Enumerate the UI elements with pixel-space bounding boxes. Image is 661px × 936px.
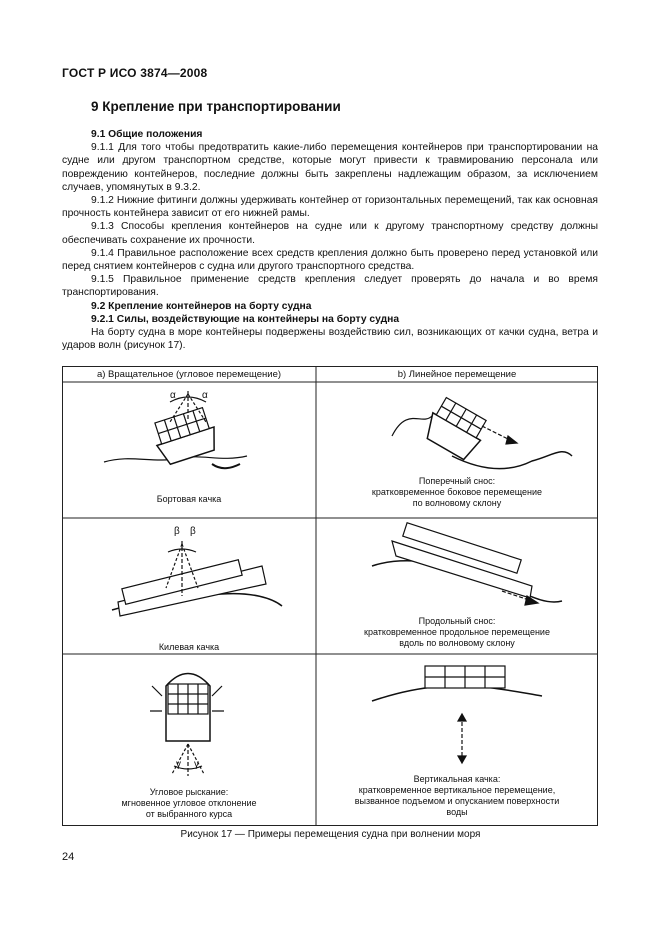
body-text xyxy=(62,128,598,352)
figure-caption: Рисунок 17 — Примеры перемещения судна при волнении моря xyxy=(180,829,481,840)
angle-alpha-left: α xyxy=(170,390,176,401)
label-roll: Бортовая качка xyxy=(156,494,222,504)
figure-drawing xyxy=(62,366,598,826)
surge-ship-illustration xyxy=(372,523,562,605)
label-sway: Поперечный снос: кратковременное боковое перемещение по волновому склону xyxy=(371,476,543,508)
rolling-ship-illustration xyxy=(104,391,247,468)
label-heave: Вертикальная качка: кратковременное вертикальное перемещение, вызванное подъемом и опусканием поверхности воды xyxy=(354,774,560,817)
heave-ship-illustration xyxy=(372,666,542,763)
figure-17 xyxy=(62,366,598,826)
column-a-heading: a) Вращательное (угловое перемещение) xyxy=(96,369,282,380)
section-title: 9 Крепление при транспортировании xyxy=(91,99,341,114)
sway-ship-illustration xyxy=(392,396,572,469)
paragraph: 9.2.1 Силы, воздействующие на контейнеры на борту судна xyxy=(91,313,400,325)
paragraph: 9.1.3 Способы крепления контейнеров на судне или к другому транспортному средству должны обеспечивать сохранение их прочности. xyxy=(62,221,598,246)
paragraph: 9.1.1 Для того чтобы предотвратить какие-либо перемещения контейнеров при транспортировании на судне или другом транспортном средстве, которые могут привести к травмированию персонала или повреждению контейнеров, последние должны быть закреплены надлежащим образом, за исключением случаев, упомянутых в 9.3.2. xyxy=(62,142,598,193)
label-yaw: Угловое рыскание: мгновенное угловое отклонение от выбранного курса xyxy=(121,787,257,819)
paragraph: 9.1.5 Правильное применение средств крепления следует проверять до начала и во время транспортирования. xyxy=(62,274,598,299)
label-surge: Продольный снос: кратковременное продольное перемещение вдоль по волновому склону xyxy=(364,616,550,648)
yaw-ship-illustration xyxy=(150,674,224,777)
pitch-ship-illustration xyxy=(112,541,282,616)
angle-alpha-right: α xyxy=(202,390,208,401)
angle-gamma-left: γ xyxy=(176,759,181,770)
paragraph: 9.1 Общие положения xyxy=(91,129,203,140)
paragraph: 9.1.4 Правильное расположение всех средств крепления должно быть проверено перед установкой или перед снятием контейнеров с судна или другого транспортного средства. xyxy=(62,247,598,273)
page-number: 24 xyxy=(62,851,75,863)
paragraph: 9.1.2 Нижние фитинги должны удерживать контейнер от горизонтальных перемещений, так как основная прочность контейнера зависит от его нижней рамы. xyxy=(62,195,598,220)
column-b-heading: b) Линейное перемещение xyxy=(397,369,517,380)
angle-beta-right: β xyxy=(190,526,196,537)
angle-gamma-right: γ xyxy=(194,759,199,770)
paragraph: 9.2 Крепление контейнеров на борту судна xyxy=(91,300,312,312)
label-pitch: Килевая качка xyxy=(158,642,220,652)
angle-beta-left: β xyxy=(174,526,180,537)
document-header: ГОСТ Р ИСО 3874—2008 xyxy=(62,66,208,80)
paragraph: На борту судна в море контейнеры подвержены воздействию сил, возникающих от качки судна, ветра и ударов волн (рисунок 17). xyxy=(62,327,598,352)
